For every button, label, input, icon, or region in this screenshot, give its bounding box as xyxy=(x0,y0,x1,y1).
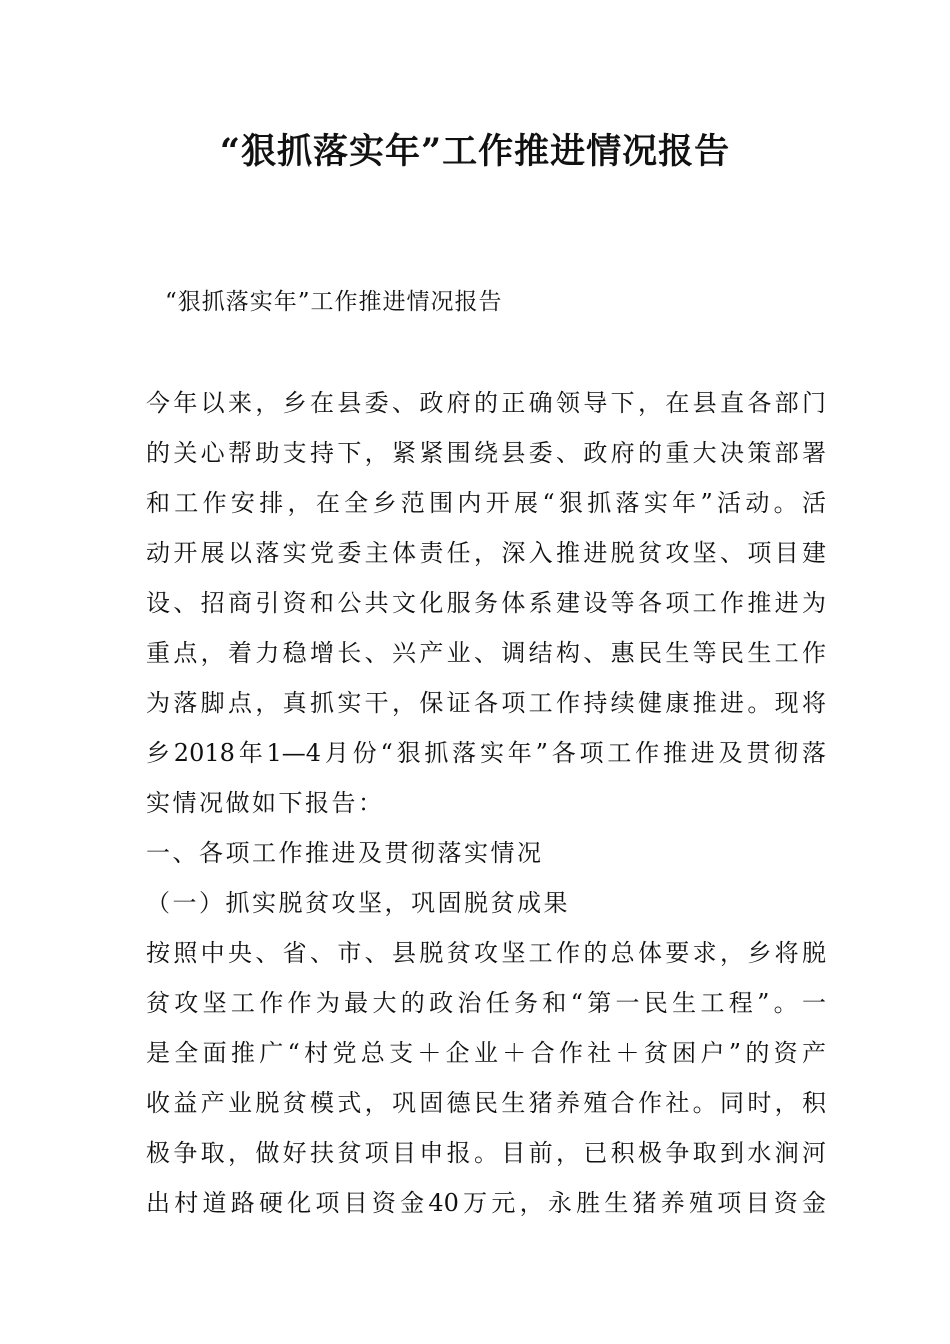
document-subtitle: “狠抓落实年”工作推进情况报告 xyxy=(165,289,503,315)
body-line: 为落脚点，真抓实干，保证各项工作持续健康推进。现将 xyxy=(146,689,826,717)
body-line: 重点，着力稳增长、兴产业、调结构、惠民生等民生工作 xyxy=(146,639,826,667)
body-line: 收益产业脱贫模式，巩固德民生猪养殖合作社。同时，积 xyxy=(146,1089,826,1117)
body-line: 今年以来，乡在县委、政府的正确领导下，在县直各部门 xyxy=(146,389,826,417)
body-line: 的关心帮助支持下，紧紧围绕县委、政府的重大决策部署 xyxy=(146,439,826,467)
body-line: 设、招商引资和公共文化服务体系建设等各项工作推进为 xyxy=(146,589,826,617)
body-line: 是全面推广“村党总支＋企业＋合作社＋贫困户”的资产 xyxy=(146,1039,826,1067)
subsection-heading: （一）抓实脱贫攻坚，巩固脱贫成果 xyxy=(146,889,570,917)
body-line: 贫攻坚工作作为最大的政治任务和“第一民生工程”。一 xyxy=(146,989,826,1017)
body-text xyxy=(146,378,826,1228)
body-line: 出村道路硬化项目资金40万元，永胜生猪养殖项目资金 xyxy=(146,1189,826,1217)
body-line: 实情况做如下报告： xyxy=(146,789,385,817)
body-line: 乡2018年1—4月份“狠抓落实年”各项工作推进及贯彻落 xyxy=(146,739,826,767)
section-heading: 一、各项工作推进及贯彻落实情况 xyxy=(146,839,544,867)
document-title: “狠抓落实年”工作推进情况报告 xyxy=(219,131,731,172)
body-line: 极争取，做好扶贫项目申报。目前，已积极争取到水涧河 xyxy=(146,1139,826,1167)
body-line: 动开展以落实党委主体责任，深入推进脱贫攻坚、项目建 xyxy=(146,539,826,567)
body-line: 按照中央、省、市、县脱贫攻坚工作的总体要求，乡将脱 xyxy=(146,939,826,967)
body-line: 和工作安排，在全乡范围内开展“狠抓落实年”活动。活 xyxy=(146,489,826,517)
